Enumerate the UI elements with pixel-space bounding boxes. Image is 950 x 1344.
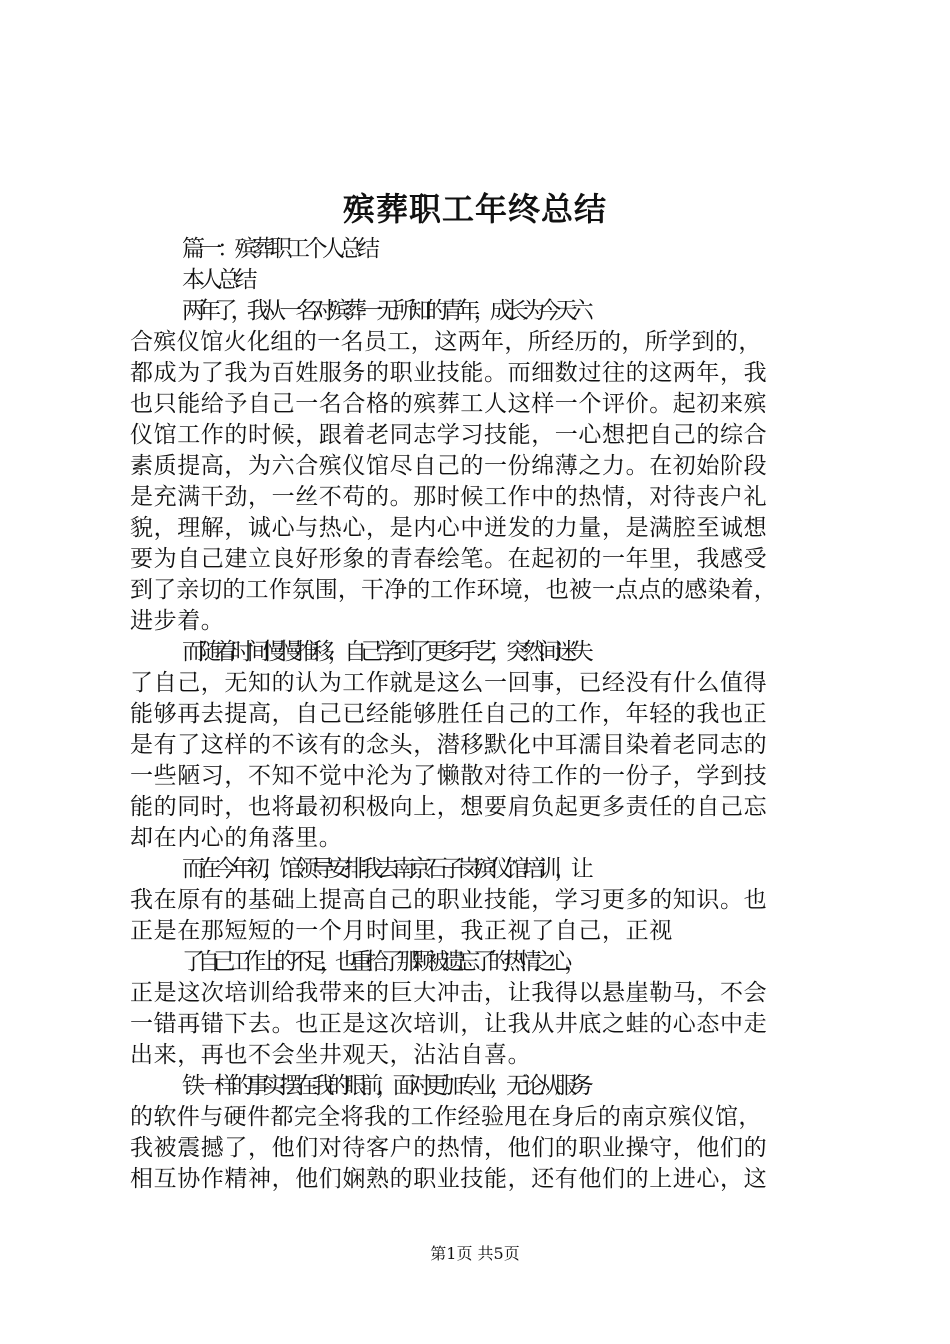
- text-line: 出来，再也不会坐井观天，沾沾自喜。: [130, 1042, 532, 1068]
- text-line: 一错再错下去。也正是这次培训，让我从井底之蛙的心态中走: [130, 1011, 768, 1037]
- text-line: 貌，理解，诚心与热心，是内心中迸发的力量，是满腔至诚想: [130, 515, 768, 541]
- text-line: 是充满干劲，一丝不苟的。那时候工作中的热情，对待丧户礼: [130, 484, 768, 510]
- text-line: 一些陋习，不知不觉中沦为了懒散对待工作的一份子，学到技: [130, 763, 768, 789]
- text-line: 相互协作精神，他们娴熟的职业技能，还有他们的上进心，这: [130, 1166, 768, 1192]
- text-line: 正是这次培训给我带来的巨大冲击，让我得以悬崖勒马，不会: [130, 980, 768, 1006]
- text-line: 却在内心的角落里。: [130, 825, 343, 851]
- text-line: 两年了，我从一名对殡葬一无所知的青年，成长为今天六: [182, 298, 588, 324]
- text-line: 铁一样的事实摆在我的眼前，面对更加专业，无论从服务: [182, 1073, 588, 1099]
- text-line: 本人总结: [182, 267, 252, 293]
- text-line: 我在原有的基础上提高自己的职业技能，学习更多的知识。也: [130, 887, 768, 913]
- text-line: 要为自己建立良好形象的青春绘笔。在起初的一年里，我感受: [130, 546, 768, 572]
- document-title: 殡葬职工年终总结: [342, 190, 607, 228]
- text-line: 正是在那短短的一个月时间里，我正视了自己，正视: [130, 918, 673, 944]
- text-line: 是有了这样的不该有的念头，潜移默化中耳濡目染着老同志的: [130, 732, 768, 758]
- text-line: 素质提高，为六合殡仪馆尽自己的一份绵薄之力。在初始阶段: [130, 453, 768, 479]
- text-line: 的软件与硬件都完全将我的工作经验甩在身后的南京殡仪馆，: [130, 1104, 762, 1130]
- document-body: [130, 234, 830, 1195]
- text-line: 篇一：殡葬职工个人总结: [182, 236, 375, 262]
- text-line: 合殡仪馆火化组的一名员工，这两年，所经历的，所学到的，: [130, 329, 762, 355]
- text-line: 进步着。: [130, 608, 225, 634]
- text-line: 我被震撼了，他们对待客户的热情，他们的职业操守，他们的: [130, 1135, 768, 1161]
- text-line: 了自己工作上的不足，也重拾了那颗被遗忘了的热情之心，: [182, 949, 580, 975]
- text-line: 能够再去提高，自己已经能够胜任自己的工作，年轻的我也正: [130, 701, 768, 727]
- text-line: 了自己，无知的认为工作就是这么一回事，已经没有什么值得: [130, 670, 768, 696]
- page-footer: 第1页 共5页: [430, 1244, 520, 1263]
- text-line: 仪馆工作的时候，跟着老同志学习技能，一心想把自己的综合: [130, 422, 768, 448]
- text-line: 而随着时间慢慢推移，自己学到了更多手艺，突然间迷失: [182, 639, 588, 665]
- text-line: 也只能给予自己一名合格的殡葬工人这样一个评价。起初来殡: [130, 391, 768, 417]
- text-line: 到了亲切的工作氛围，干净的工作环境，也被一点点的感染着，: [130, 577, 777, 603]
- text-line: 而在今年初，馆领导安排我去南京石子岗殡仪馆培训，让: [182, 856, 588, 882]
- text-line: 都成为了我为百姓服务的职业技能。而细数过往的这两年，我: [130, 360, 768, 386]
- text-line: 能的同时，也将最初积极向上，想要肩负起更多责任的自己忘: [130, 794, 768, 820]
